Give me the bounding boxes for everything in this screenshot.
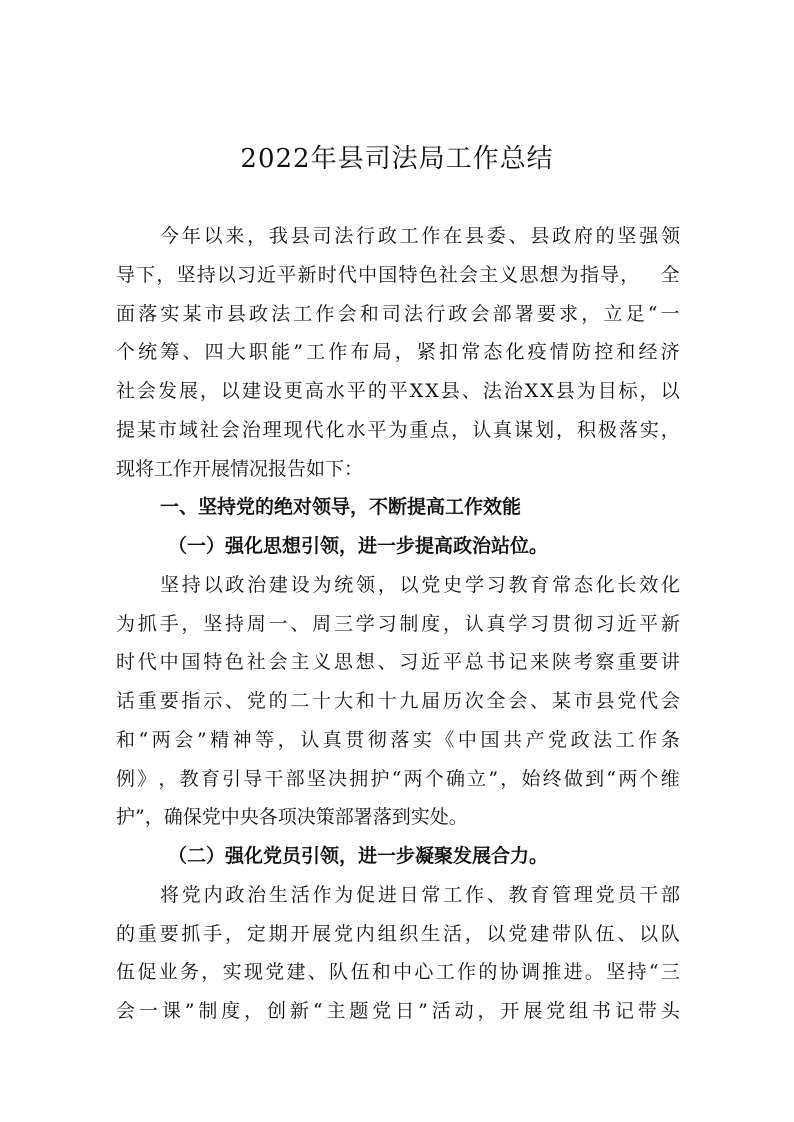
sub1-paragraph xyxy=(116,568,680,835)
paragraph-line: 会 一 课 ” 制 度 ， 创 新 “ 主 题 党 日 ” 活 动 ， 开 展 党 组 书 记 带 头 xyxy=(116,1000,680,1022)
paragraph-line: 社 会 发 展 ， 以 建 设 更 高 水 平 的 平 X X 县 、 法 治 X X 县 为 目 标 ， 以 xyxy=(116,380,680,402)
intro-paragraph xyxy=(116,219,680,486)
paragraph-line: 个 统 筹 、 四 大 职 能 ” 工 作 布 局 ， 紧 扣 常 态 化 疫 情 防 控 和 经 济 xyxy=(116,341,680,364)
paragraph-line: 伍 促 业 务 ， 实 现 党 建 、 队 伍 和 中 心 工 作 的 协 调 推 进 。 坚 持 “ 三 xyxy=(116,961,680,984)
section1-heading: 一、坚持党的绝对领导，不断提高工作效能 xyxy=(160,496,522,519)
paragraph-line: 提 某 市 域 社 会 治 理 现 代 化 水 平 为 重 点 ， 认 真 谋 划 ， 积 极 落 实 ， xyxy=(116,418,680,441)
paragraph-line: 例 》 ， 教 育 引 导 干 部 坚 决 拥 护 “ 两 个 确 立 ” ， 始 终 做 到 “ 两 个 维 xyxy=(116,767,680,790)
document-title: 2022年县司法局工作总结 xyxy=(240,144,554,174)
paragraph-line: 为 抓 手 ， 坚 持 周 一 、 周 三 学 习 制 度 ， 认 真 学 习 贯 彻 习 近 平 新 xyxy=(116,612,680,635)
paragraph-line: 坚 持 以 政 治 建 设 为 统 领 ， 以 党 史 学 习 教 育 常 态 化 长 效 化 xyxy=(160,573,680,596)
sub2-paragraph xyxy=(116,878,680,1028)
paragraph-line: 今 年 以 来 ， 我 县 司 法 行 政 工 作 在 县 委 、 县 政 府 的 坚 强 领 xyxy=(160,225,680,247)
paragraph-line: 时 代 中 国 特 色 社 会 主 义 思 想 、 习 近 平 总 书 记 来 陕 考 察 重 要 讲 xyxy=(116,651,680,674)
paragraph-line: 的 重 要 抓 手 ， 定 期 开 展 党 内 组 织 生 活 ， 以 党 建 带 队 伍 、 以 队 xyxy=(116,922,680,945)
paragraph-line: 话 重 要 指 示 、 党 的 二 十 大 和 十 九 届 历 次 全 会 、 某 市 县 党 代 会 xyxy=(116,690,680,712)
sub2-heading: （二）强化党员引领，进一步凝聚发展合力。 xyxy=(168,845,549,867)
document-body xyxy=(116,219,680,1033)
paragraph-line: 面 落 实 某 市 县 政 法 工 作 会 和 司 法 行 政 会 部 署 要 求 ， 立 足 “ 一 xyxy=(116,302,680,325)
paragraph-line: 护”，确保党中央各项决策部署落到实处。 xyxy=(116,806,468,829)
sub1-heading: （一）强化思想引领，进一步提高政治站位。 xyxy=(168,535,549,557)
paragraph-line: 现将工作开展情况报告如下： xyxy=(116,457,364,480)
paragraph-line: 将 党 内 政 治 生 活 作 为 促 进 日 常 工 作 、 教 育 管 理 党 员 干 部 xyxy=(160,883,680,906)
paragraph-line: 导 下 ， 坚 持 以 习 近 平 新 时 代 中 国 特 色 社 会 主 义 思 想 为 指 导 ， 全 xyxy=(116,263,680,286)
paragraph-line: 和 “ 两 会 ” 精 神 等 ， 认 真 贯 彻 落 实 《 中 国 共 产 党 政 法 工 作 条 xyxy=(116,728,680,751)
